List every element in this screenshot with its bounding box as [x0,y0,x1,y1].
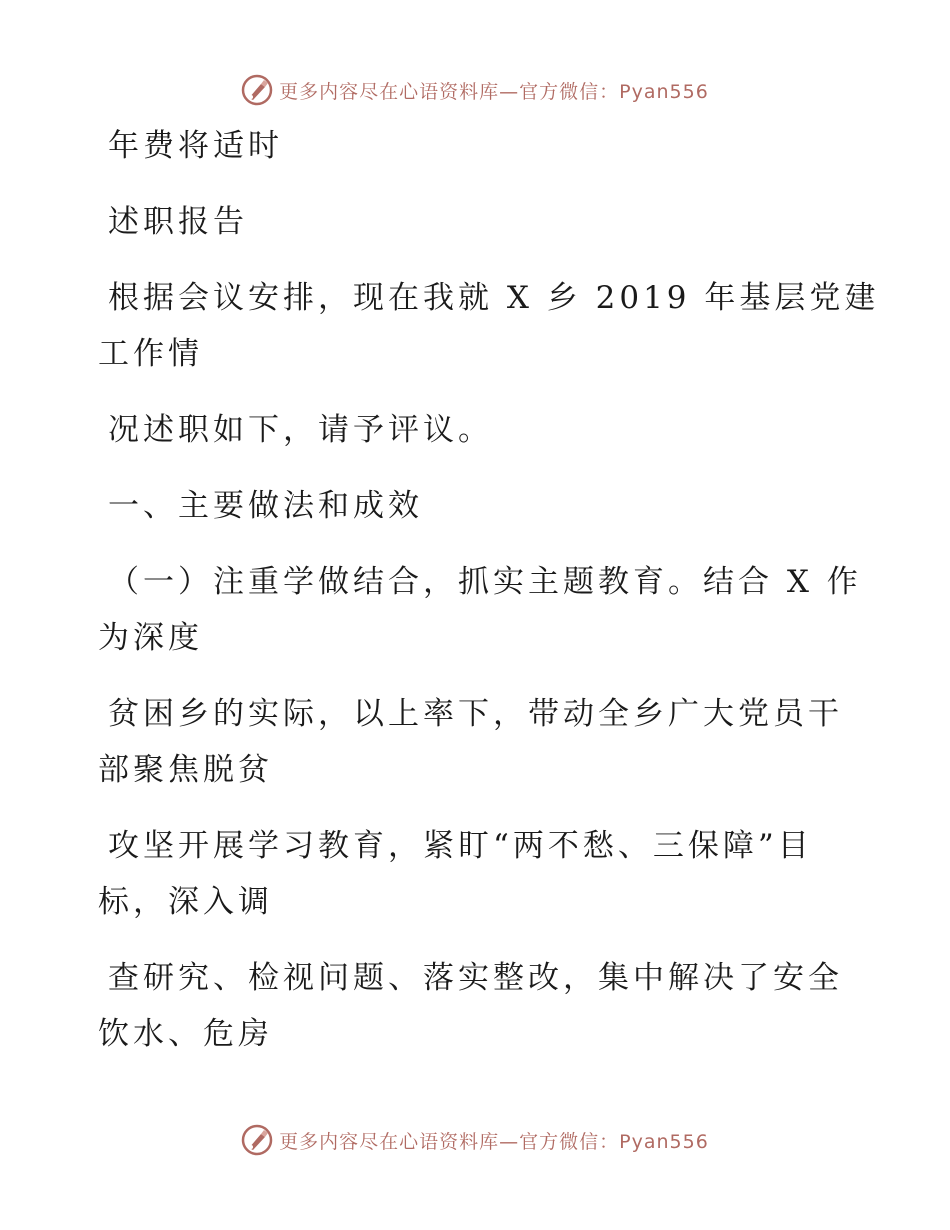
text-line: 部聚焦脱贫 [98,752,273,788]
paragraph [98,818,858,930]
paragraph [98,478,858,534]
footer-watermark [0,1120,950,1160]
text-line: 为深度 [98,620,203,656]
paragraph [98,950,858,1062]
paragraph [98,118,858,174]
paragraph [98,270,880,382]
section-heading: 一、主要做法和成效 [108,488,423,524]
text-line: 年费将适时 [108,128,283,164]
header-watermark [0,70,950,110]
pen-logo-icon [241,74,273,106]
text-line: （一）注重学做结合，抓实主题教育。结合 X 作 [108,564,862,600]
text-line: 根据会议安排，现在我就 X 乡 2019 年基层党建 [108,280,880,316]
watermark-text: 更多内容尽在心语资料库—官方微信：Pyan556 [279,1130,709,1153]
text-line: 攻坚开展学习教育，紧盯“两不愁、三保障”目 [108,828,813,864]
watermark-text: 更多内容尽在心语资料库—官方微信：Pyan556 [279,80,709,103]
paragraph [98,402,858,458]
text-line: 工作情 [98,336,203,372]
paragraph [98,686,858,798]
pen-logo-icon [241,1124,273,1156]
text-line: 贫困乡的实际，以上率下，带动全乡广大党员干 [108,696,843,732]
text-line: 饮水、危房 [98,1016,273,1052]
document-body [98,118,880,1062]
text-line: 查研究、检视问题、落实整改，集中解决了安全 [108,960,843,996]
paragraph [98,194,858,250]
text-line: 标，深入调 [98,884,273,920]
paragraph [98,554,862,666]
text-line: 况述职如下，请予评议。 [108,412,493,448]
text-line: 述职报告 [108,204,248,240]
